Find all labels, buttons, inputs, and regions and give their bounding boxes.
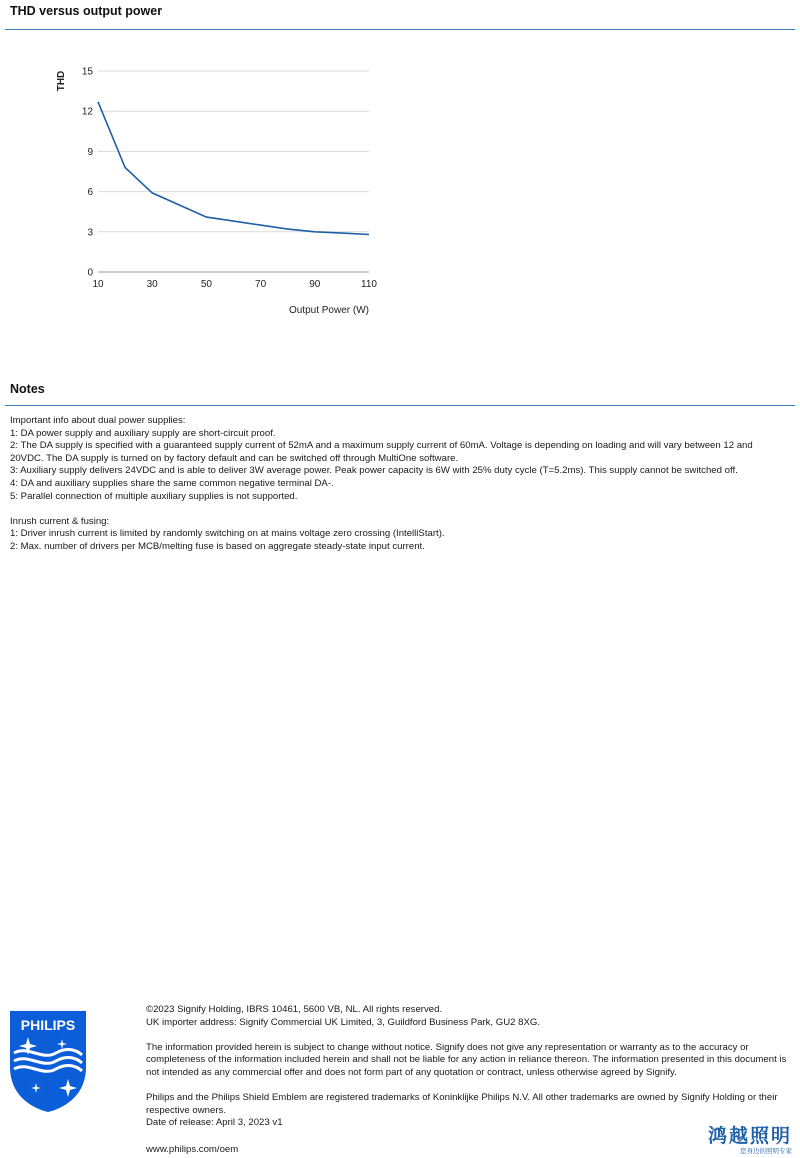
- chart-y-tick-labels: [82, 67, 94, 279]
- notes-inrush-heading: Inrush current & fusing:: [10, 515, 110, 527]
- notes-section-divider: [5, 405, 795, 406]
- chart-section-title: THD versus output power: [10, 4, 163, 18]
- chart-x-tick-label: 50: [200, 279, 212, 290]
- watermark: [708, 1126, 792, 1156]
- thd-chart: [0, 0, 400, 330]
- notes-block: [10, 415, 780, 554]
- footer-release-date: Date of release: April 3, 2023 v1: [146, 1117, 283, 1129]
- notes-dual-item-3: 3: Auxiliary supply delivers 24VDC and is able to deliver 3W average power. Peak power capacity is 6W with 25% duty cycle (T=5.2ms). This supply cannot be switched off.: [10, 465, 738, 477]
- notes-dual-item-1: 1: DA power supply and auxiliary supply are short-circuit proof.: [10, 427, 276, 439]
- footer-url-link[interactable]: www.philips.com/oem: [146, 1144, 239, 1155]
- chart-y-tick-label: 9: [87, 146, 93, 158]
- footer-trademarks: Philips and the Philips Shield Emblem are registered trademarks of Koninklijke Philips N.V. All other trademarks are owned by Signify Holding or their respective owners.: [146, 1092, 778, 1116]
- notes-inrush-item-1: 1: Driver inrush current is limited by randomly switching on at mains voltage zero crossing (IntelliStart).: [10, 528, 445, 540]
- chart-xlabel: Output Power (W): [288, 305, 369, 316]
- footer-disclaimer: The information provided herein is subject to change without notice. Signify does not give any representation or warranty as to the accuracy or completeness of the information included herein and shall not be liable for any action in reliance thereon. The information presented in this document is not intended as any commercial offer and does not form part of any quotation or contract, unless otherwise agreed by Signify.: [146, 1041, 787, 1078]
- chart-x-tick-labels: [92, 279, 377, 290]
- chart-x-tick-label: 110: [361, 279, 377, 290]
- chart-y-tick-label: 12: [81, 106, 93, 118]
- chart-series-line: [98, 102, 369, 235]
- footer-uk-importer: UK importer address: Signify Commercial UK Limited, 3, Guildford Business Park, GU2 8XG.: [146, 1016, 541, 1028]
- philips-shield-logo: [8, 1009, 88, 1113]
- chart-gridlines: [98, 71, 369, 272]
- chart-ylabel: THD: [56, 70, 67, 92]
- chart-x-tick-label: 10: [92, 279, 104, 290]
- notes-section-title: Notes: [10, 382, 45, 396]
- chart-y-tick-label: 6: [87, 187, 93, 199]
- watermark-title: 鸿越照明: [707, 1126, 792, 1147]
- notes-dual-heading: Important info about dual power supplies:: [10, 415, 186, 426]
- philips-logo-text: PHILIPS: [20, 1017, 76, 1033]
- chart-x-tick-label: 90: [309, 279, 321, 290]
- notes-dual-item-2: 2: The DA supply is specified with a guaranteed supply current of 52mA and a maximum supply current of 60mA. Voltage is depending on loading and will vary between 12 and 20VDC. The DA supply is turned on by factory default and can be switched off through MultiOne software.: [10, 440, 753, 464]
- chart-y-tick-label: 15: [81, 66, 93, 78]
- chart-y-tick-label: 0: [87, 267, 93, 279]
- notes-dual-item-4: 4: DA and auxiliary supplies share the same common negative terminal DA-.: [10, 477, 334, 489]
- watermark-subtitle: 您身边的照明专家: [740, 1148, 792, 1155]
- footer-copyright: ©2023 Signify Holding, IBRS 10461, 5600 VB, NL. All rights reserved.: [146, 1004, 443, 1015]
- chart-y-tick-label: 3: [87, 227, 93, 239]
- chart-x-tick-label: 70: [255, 279, 267, 290]
- chart-x-tick-label: 30: [146, 279, 158, 290]
- notes-dual-item-5: 5: Parallel connection of multiple auxiliary supplies is not supported.: [10, 490, 298, 502]
- notes-inrush-item-2: 2: Max. number of drivers per MCB/melting fuse is based on aggregate steady-state input current.: [10, 540, 425, 552]
